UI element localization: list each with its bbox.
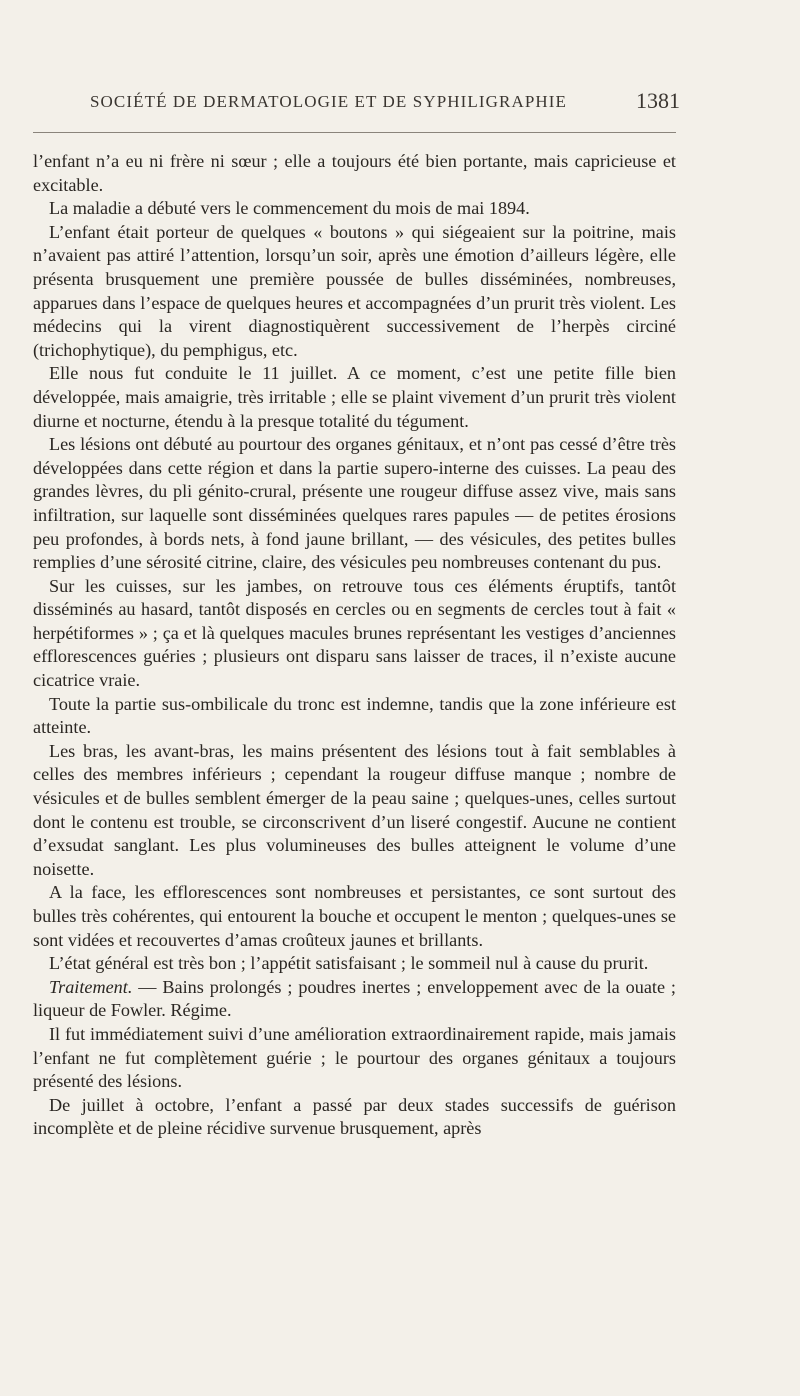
paragraph-genital-lesions: Les lésions ont débuté au pourtour des organes génitaux, et n’ont pas cessé d’être très développées dans cette région et dans la partie supero-interne des cuisses. La peau des grandes lèvres, du pli génito-crural, présente une rougeur diffuse assez vive, mais sans infiltration, sur laquelle sont disséminées quelques rares papules — de petites érosions peu profondes, à bords nets, à fond jaune brillant, — des vésicules, des petites bulles remplies d’une sérosité citrine, claire, des vésicules peu nombreuses contenant du pus. <box>33 434 676 573</box>
paragraph-treatment <box>33 976 676 1023</box>
paragraph-improvement: Il fut immédiatement suivi d’une amélioration extraordinairement rapide, mais jamais l’enfant ne fut complètement guérie ; le pourtour des organes génitaux a toujours présenté des lésions. <box>33 1023 676 1092</box>
paragraph-first-eruption: L’enfant était porteur de quelques « boutons » qui siégeaient sur la poitrine, mais n’avaient pas attiré l’attention, lorsqu’un soir, après une émotion d’ailleurs légère, elle présenta brusquement une première poussée de bulles disséminées, nombreuses, apparues dans l’espace de quelques heures et accompagnées d’un prurit très violent. Les médecins qui la virent diagnostiquèrent successivement de l’herpès circiné (trichophytique), du pemphigus, etc. <box>33 221 676 360</box>
treatment-label: Traitement. <box>49 976 133 997</box>
paragraph-face: A la face, les efflorescences sont nombreuses et persistantes, ce sont surtout des bulles très cohérentes, qui entourent la bouche et occupent le menton ; quelques-unes se sont vidées et recouvertes d’amas croûteux jaunes et brillants. <box>33 882 676 950</box>
paragraph-general-state: L’état général est très bon ; l’appétit satisfaisant ; le sommeil nul à cause du prurit. <box>49 953 649 974</box>
running-head: SOCIÉTÉ DE DERMATOLOGIE ET DE SYPHILIGRAPHIE <box>90 92 568 111</box>
header-rule <box>33 132 676 133</box>
page-header <box>90 88 680 124</box>
paragraph-admission: Elle nous fut conduite le 11 juillet. A ce moment, c’est une petite fille bien développée, mais amaigrie, très irritable ; elle se plaint vivement d’un prurit très violent diurne et nocturne, étendu à la presque totalité du tégument. <box>33 363 676 431</box>
page-number: 1381 <box>636 88 680 113</box>
paragraph-relapse: De juillet à octobre, l’enfant a passé par deux stades successifs de guérison incomplète et de pleine récidive survenue brusquement, après <box>33 1094 676 1139</box>
paragraph-arms: Les bras, les avant-bras, les mains présentent des lésions tout à fait semblables à celles des membres inférieurs ; cependant la rougeur diffuse manque ; nombre de vésicules et de bulles semblent émerger de la peau saine ; quelques-unes, celles surtout dont le contenu est trouble, se circonscrivent d’un liseré congestif. Aucune ne contient d’exsudat sanglant. Les plus volumineuses des bulles atteignent le volume d’une noisette. <box>33 740 676 879</box>
body-text <box>33 150 676 1141</box>
treatment-text: — Bains prolongés ; poudres inertes ; enveloppement avec de la ouate ; liqueur de Fowler. Régime. <box>33 976 676 1021</box>
paragraph-onset: La maladie a débuté vers le commencement du mois de mai 1894. <box>49 198 530 219</box>
paragraph-trunk: Toute la partie sus-ombilicale du tronc est indemne, tandis que la zone inférieure est atteinte. <box>33 693 676 738</box>
paragraph-legs: Sur les cuisses, sur les jambes, on retrouve tous ces éléments éruptifs, tantôt disséminés au hasard, tantôt disposés en cercles ou en segments de cercles tout à fait « herpétiformes » ; ça et là quelques macules brunes représentant les vestiges d’anciennes efflorescences guéries ; plusieurs ont disparu sans laisser de traces, il n’existe aucune cicatrice vraie. <box>33 575 676 691</box>
paragraph-family: l’enfant n’a eu ni frère ni sœur ; elle a toujours été bien portante, mais capricieuse et excitable. <box>33 151 676 195</box>
